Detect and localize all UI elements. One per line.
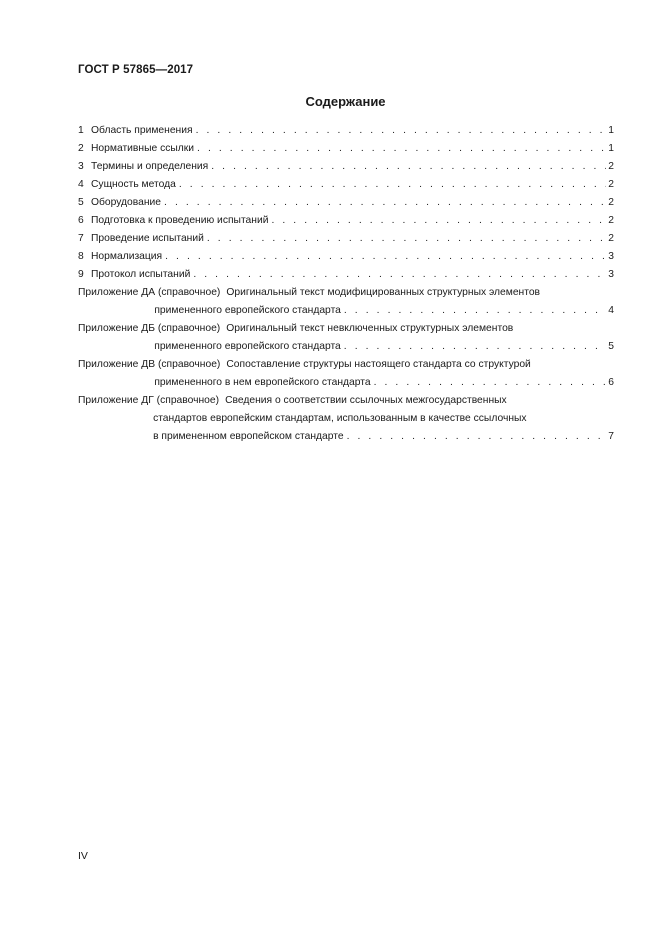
toc-entry[interactable] xyxy=(78,176,614,194)
annex-title-line: примененного в нем европейского стандарта xyxy=(154,377,371,388)
toc-entry-page: 2 xyxy=(608,233,614,244)
dot-leader xyxy=(268,212,606,230)
annex-title-line: стандартов европейским стандартам, использованным в качестве ссылочных xyxy=(153,413,527,424)
toc-entry-number: 8 xyxy=(78,251,84,262)
dot-leader xyxy=(161,194,606,212)
table-of-contents xyxy=(78,122,614,446)
toc-entry[interactable] xyxy=(78,248,614,266)
toc-entry-number: 5 xyxy=(78,197,84,208)
toc-entry-number: 4 xyxy=(78,179,84,190)
dot-leader xyxy=(371,374,606,392)
toc-entry-page: 2 xyxy=(608,197,614,208)
dot-leader xyxy=(194,140,606,158)
toc-entry[interactable] xyxy=(78,158,614,176)
annex-page: 5 xyxy=(608,341,614,352)
toc-entry[interactable] xyxy=(78,122,614,140)
toc-entry-page: 2 xyxy=(608,161,614,172)
dot-leader xyxy=(190,266,606,284)
toc-entry-number: 2 xyxy=(78,143,84,154)
annex-page: 6 xyxy=(608,377,614,388)
page-number: IV xyxy=(78,850,88,862)
annex-label: Приложение ДА (справочное) xyxy=(78,287,221,298)
toc-entry-title: Оборудование xyxy=(91,197,162,208)
dot-leader xyxy=(208,158,606,176)
annex-label: Приложение ДВ (справочное) xyxy=(78,359,221,370)
annex-title-line: Сведения о соответствии ссылочных межгосударственных xyxy=(225,395,507,406)
toc-entry[interactable] xyxy=(78,212,614,230)
annex-title-line: Оригинальный текст невключенных структурных элементов xyxy=(226,323,514,334)
toc-entry[interactable] xyxy=(78,266,614,284)
toc-entry-title: Проведение испытаний xyxy=(91,233,204,244)
annex-entry[interactable] xyxy=(78,356,614,392)
dot-leader xyxy=(341,338,606,356)
annex-label: Приложение ДБ (справочное) xyxy=(78,323,221,334)
toc-entry-title: Сущность метода xyxy=(91,179,176,190)
annex-page: 7 xyxy=(608,431,614,442)
toc-entry-number: 6 xyxy=(78,215,84,226)
annex-label: Приложение ДГ (справочное) xyxy=(78,395,220,406)
toc-entry-title: Термины и определения xyxy=(91,161,209,172)
toc-entry-title: Протокол испытаний xyxy=(91,269,191,280)
page-title: Содержание xyxy=(305,94,386,109)
toc-entry-title: Область применения xyxy=(91,125,193,136)
annex-page: 4 xyxy=(608,305,614,316)
toc-entry-number: 3 xyxy=(78,161,84,172)
toc-entry[interactable] xyxy=(78,140,614,158)
toc-entry-page: 2 xyxy=(608,179,614,190)
dot-leader xyxy=(341,302,606,320)
toc-entry-page: 3 xyxy=(608,269,614,280)
dot-leader xyxy=(176,176,606,194)
toc-entry-page: 1 xyxy=(608,125,614,136)
annex-entry[interactable] xyxy=(78,392,614,446)
toc-entry-title: Нормализация xyxy=(91,251,163,262)
toc-entry-title: Нормативные ссылки xyxy=(91,143,195,154)
toc-entry-number: 7 xyxy=(78,233,84,244)
dot-leader xyxy=(344,428,606,446)
annex-title-line: примененного европейского стандарта xyxy=(154,305,341,316)
toc-entry-page: 3 xyxy=(608,251,614,262)
toc-entry[interactable] xyxy=(78,230,614,248)
toc-entry-page: 2 xyxy=(608,215,614,226)
annex-title-line: Сопоставление структуры настоящего стандарта со структурой xyxy=(226,359,531,370)
dot-leader xyxy=(162,248,606,266)
toc-entry-page: 1 xyxy=(608,143,614,154)
annex-entry[interactable] xyxy=(78,320,614,356)
dot-leader xyxy=(204,230,606,248)
toc-entry-number: 9 xyxy=(78,269,84,280)
toc-entry-title: Подготовка к проведению испытаний xyxy=(91,215,269,226)
annex-title-line: примененного европейского стандарта xyxy=(154,341,341,352)
annex-title-line: Оригинальный текст модифицированных структурных элементов xyxy=(226,287,541,298)
document-code: ГОСТ Р 57865—2017 xyxy=(78,64,194,76)
annex-title-line: в примененном европейском стандарте xyxy=(153,431,344,442)
dot-leader xyxy=(193,122,606,140)
annex-entry[interactable] xyxy=(78,284,614,320)
toc-entry-number: 1 xyxy=(78,125,84,136)
toc-entry[interactable] xyxy=(78,194,614,212)
